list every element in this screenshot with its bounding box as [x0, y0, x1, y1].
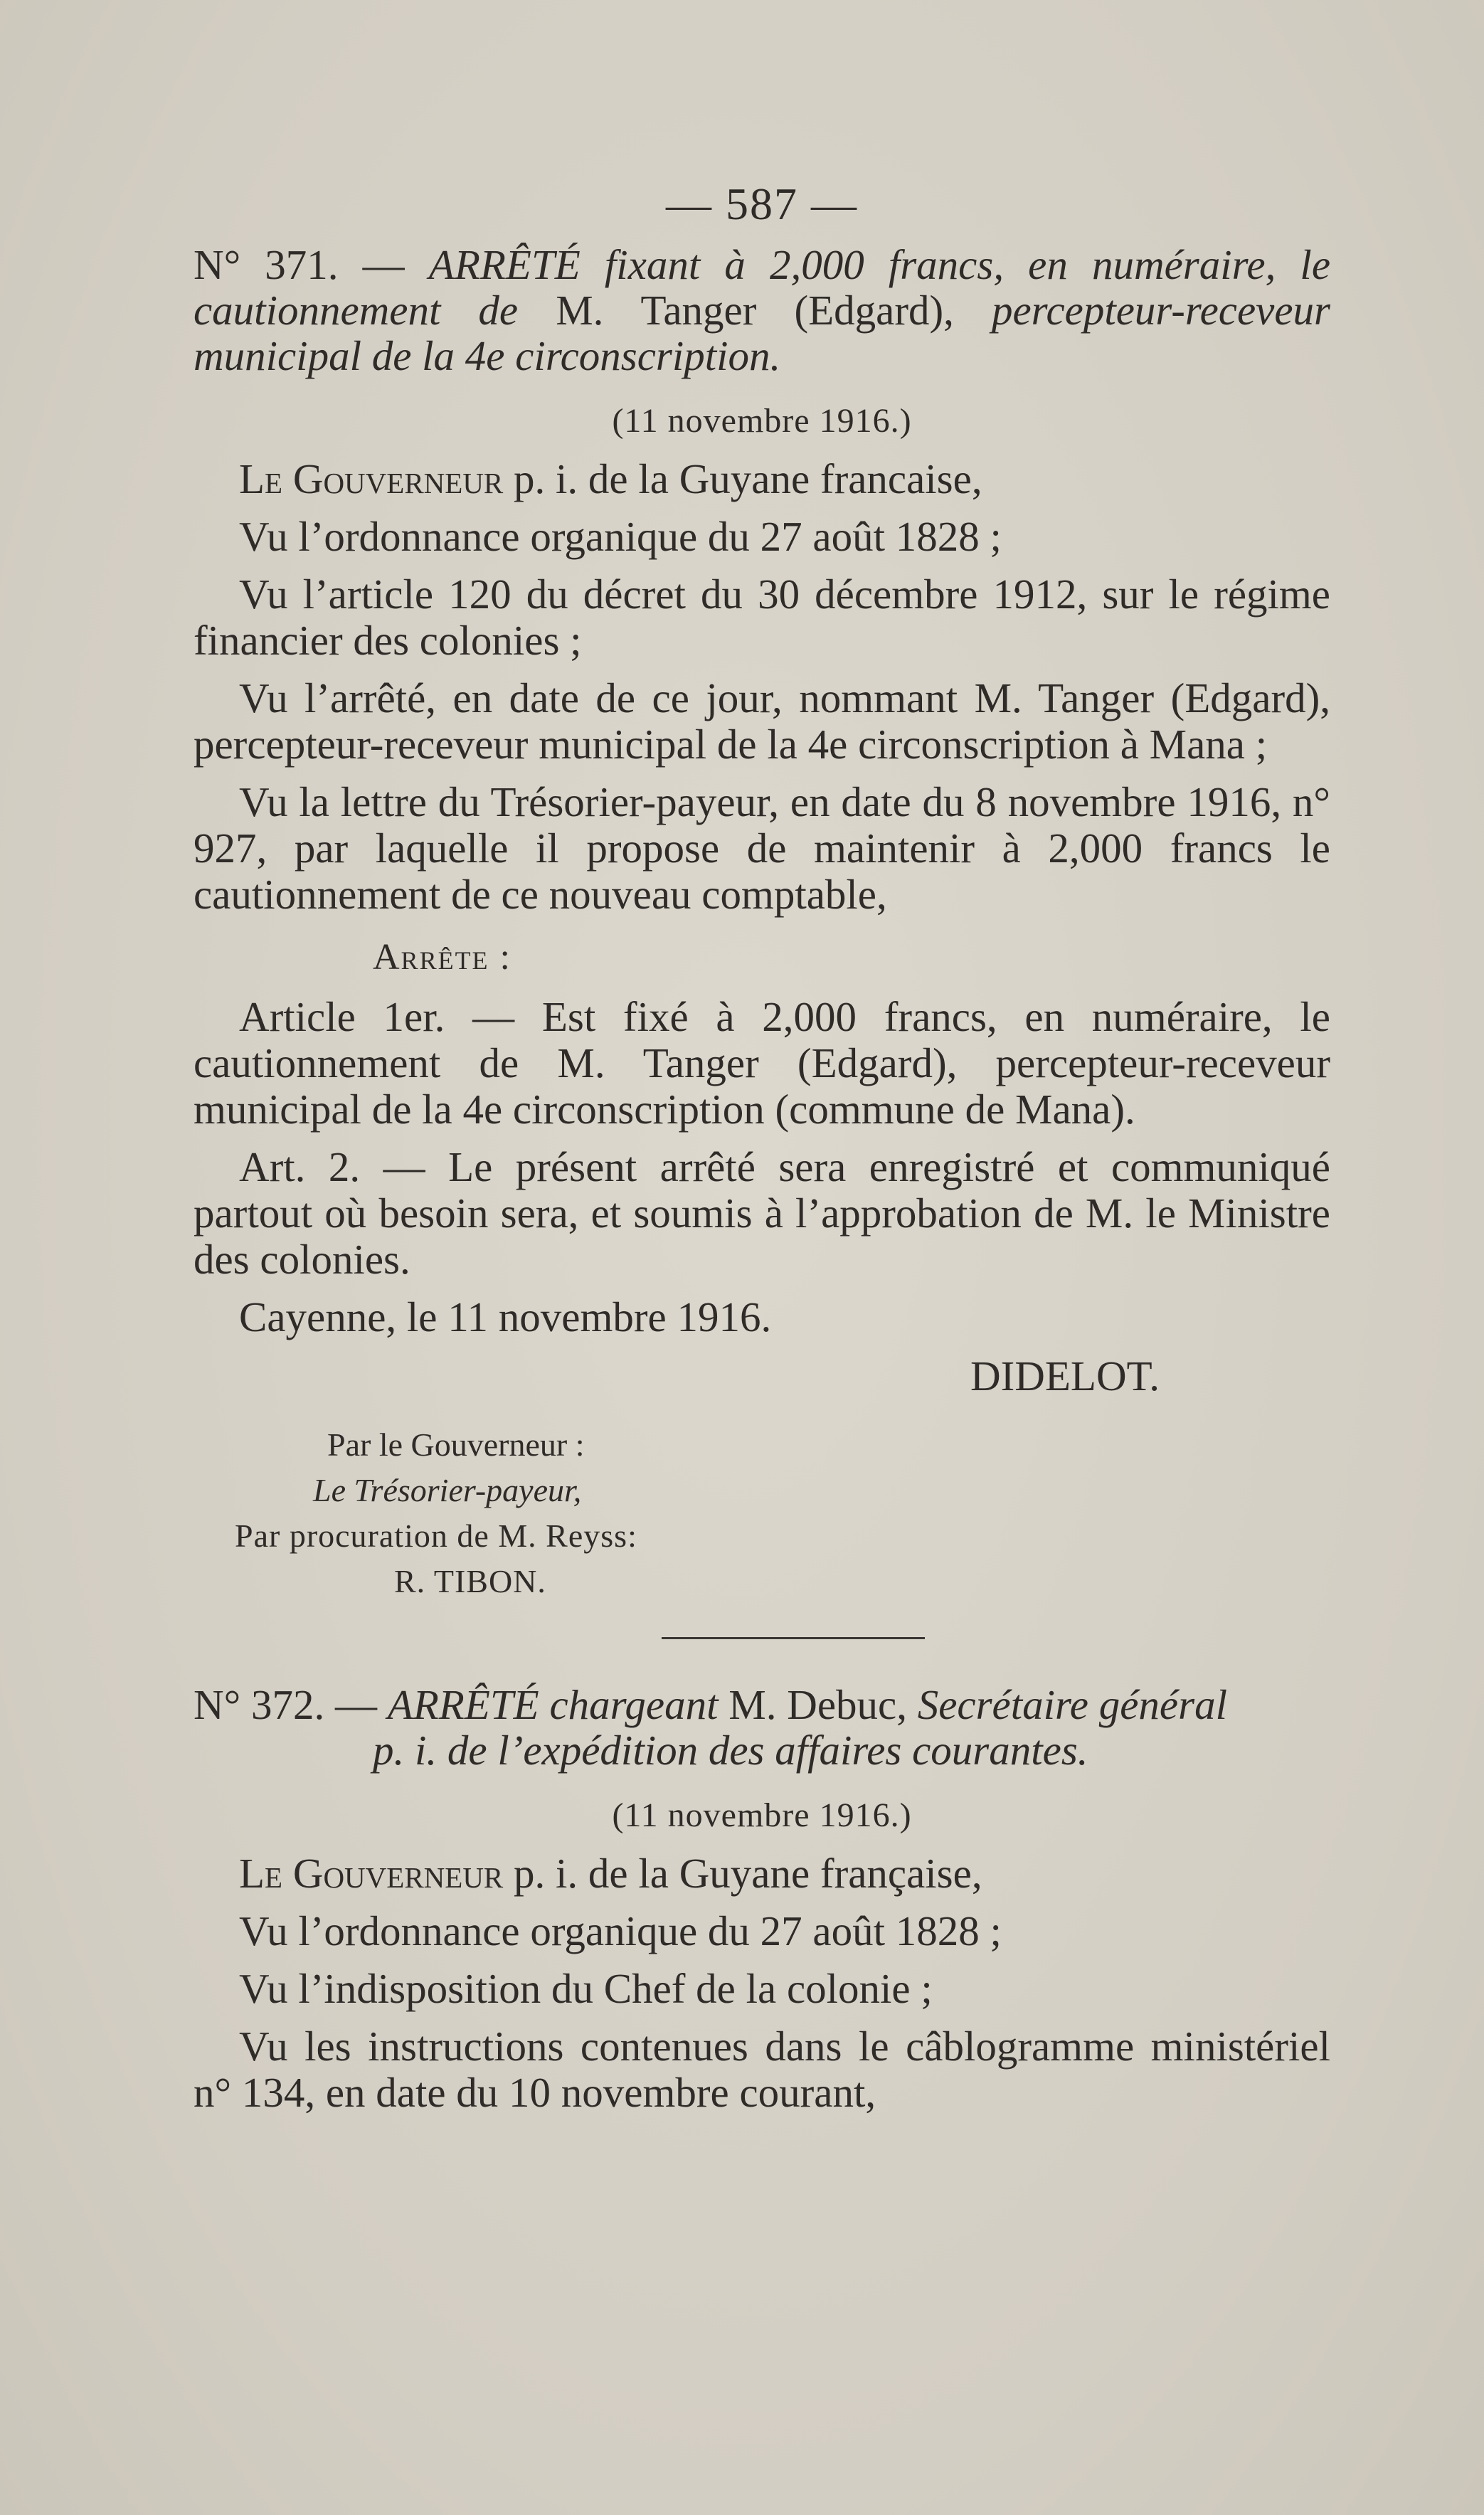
decree-371-signature: DIDELOT.: [970, 1352, 1160, 1399]
decree-372-title-part3: Secrétaire général: [917, 1681, 1227, 1728]
governor-label: Le Gouverneur: [239, 455, 504, 502]
decree-372-title-arrete: ARRÊTÉ: [387, 1681, 539, 1728]
decree-371-vu-1: Vu l’ordonnance organique du 27 août 1828 ;: [239, 513, 1002, 560]
tresorier-payeur: Le Trésorier-payeur,: [313, 1472, 582, 1508]
tibon-signature: R. TIBON.: [394, 1563, 546, 1599]
decree-371-title-arrete: ARRÊTÉ: [428, 241, 581, 288]
decree-372-date: (11 novembre 1916.): [612, 1796, 912, 1834]
document-page: [194, 178, 1330, 2127]
decree-372-title-line2: p. i. de l’expédition des affaires courantes.: [373, 1727, 1088, 1774]
decree-371-governor: [194, 456, 1330, 502]
governor-rest: p. i. de la Guyane française,: [514, 1850, 982, 1897]
decree-371-date: (11 novembre 1916.): [612, 402, 912, 440]
decree-372-title-part2: chargeant: [549, 1681, 719, 1728]
page-number: — 587 —: [666, 179, 858, 229]
decree-371-name: M. Tanger (Edgard),: [556, 287, 954, 334]
decree-371-heading: [194, 242, 1330, 378]
procuration-line: Par procuration de M. Reyss:: [235, 1518, 637, 1554]
par-le-gouverneur: Par le Gouverneur :: [327, 1426, 585, 1463]
decree-371-vu-4: Vu la lettre du Trésorier-payeur, en date du 8 novembre 1916, n° 927, par laquelle il propose de maintenir à 2,000 francs le cautionnement de ce nouveau comptable,: [194, 778, 1330, 918]
decree-372-governor: [194, 1850, 1330, 1897]
decree-371-title-part2: fixant à 2,000 francs, en numéraire, le cautionnement de: [194, 241, 1331, 334]
decree-371-vu-3: Vu l’arrêté, en date de ce jour, nommant M. Tanger (Edgard), percepteur-receveur municipal de la 4e circonscription à Mana ;: [194, 674, 1330, 768]
decree-371-title-part3: percepteur-receveur municipal de la 4e circonscription.: [194, 287, 1331, 379]
decree-371-arrete-label: Arrête :: [373, 937, 512, 978]
governor-label: Le Gouverneur: [239, 1850, 504, 1897]
governor-rest: p. i. de la Guyane francaise,: [514, 455, 982, 502]
decree-372-vu-2: Vu l’indisposition du Chef de la colonie ;: [239, 1965, 933, 2012]
decree-371-place-date: Cayenne, le 11 novembre 1916.: [239, 1293, 772, 1340]
decree-372-number: N° 372. —: [194, 1681, 377, 1728]
decree-372-vu-3: Vu les instructions contenues dans le câblogramme ministériel n° 134, en date du 10 novembre courant,: [194, 2023, 1330, 2116]
decree-371-article-2: Art. 2. — Le présent arrêté sera enregistré et communiqué partout où besoin sera, et soumis à l’approbation de M. le Ministre des colonies.: [194, 1143, 1330, 1283]
section-divider: [662, 1637, 925, 1639]
decree-372-heading: [194, 1682, 1330, 1773]
decree-371-number: N° 371. —: [194, 241, 405, 288]
decree-371-vu-2: Vu l’article 120 du décret du 30 décembre 1912, sur le régime financier des colonies ;: [194, 571, 1330, 664]
decree-372-vu-1: Vu l’ordonnance organique du 27 août 1828 ;: [239, 1907, 1002, 1954]
decree-371-article-1: Article 1er. — Est fixé à 2,000 francs, en numéraire, le cautionnement de M. Tanger (Edgard), percepteur-receveur municipal de la 4e circonscription (commune de Mana).: [194, 993, 1330, 1133]
decree-372-name: M. Debuc,: [728, 1681, 907, 1728]
